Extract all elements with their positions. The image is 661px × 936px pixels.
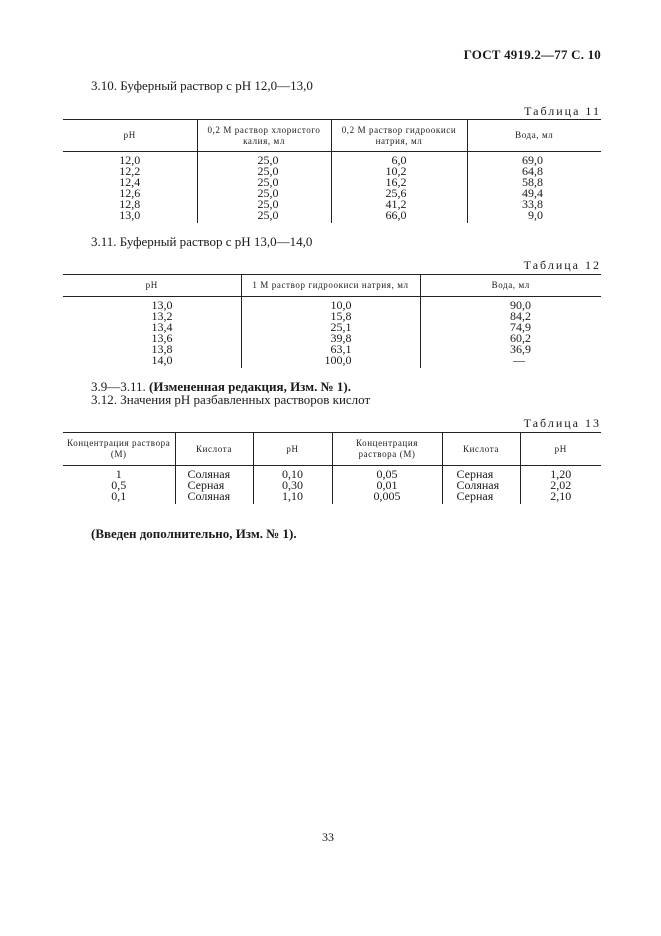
- cell: 13,0: [151, 298, 173, 312]
- cell: 6,0: [331, 152, 467, 167]
- cell: 25,0: [197, 210, 331, 223]
- cell: 10,0: [241, 297, 420, 312]
- table-11-header-kcl: 0,2 М раствор хлористого калия, мл: [197, 120, 331, 152]
- table-row: [63, 491, 601, 504]
- table-13-caption: Таблица 13: [523, 416, 601, 430]
- cell: 13,6: [151, 331, 173, 345]
- table-12-header-ph: рН: [63, 275, 241, 297]
- cell: 25,0: [197, 177, 331, 188]
- table-11-header-ph: рН: [63, 120, 197, 152]
- amendment-note-prefix: 3.9—3.11.: [91, 379, 150, 394]
- table-13-header-conc-1: Концентрация раствора (М): [63, 433, 175, 466]
- cell: 60,2: [420, 333, 601, 344]
- cell: 0,01: [332, 480, 442, 491]
- cell: 9,0: [467, 210, 601, 223]
- table-11: [63, 119, 601, 223]
- cell: 25,0: [197, 152, 331, 167]
- cell: 10,2: [331, 166, 467, 177]
- cell: 12,2: [119, 164, 141, 178]
- table-13: [63, 432, 601, 504]
- table-row: [63, 152, 601, 167]
- page-number: 33: [322, 830, 334, 844]
- cell: 0,005: [332, 491, 442, 504]
- cell: 13,2: [151, 309, 173, 323]
- cell: 13,4: [151, 320, 173, 334]
- cell: 25,0: [197, 188, 331, 199]
- table-row: [63, 188, 601, 199]
- cell: 90,0: [420, 297, 601, 312]
- cell: 36,9: [420, 344, 601, 355]
- cell: 64,8: [467, 166, 601, 177]
- footer-amendment-note: (Введен дополнительно, Изм. № 1).: [91, 526, 297, 541]
- cell: 41,2: [331, 199, 467, 210]
- cell: 0,5: [111, 478, 127, 492]
- cell: 2,02: [520, 480, 601, 491]
- cell: 25,1: [241, 322, 420, 333]
- cell: 25,6: [331, 188, 467, 199]
- table-12-header-water: Вода, мл: [420, 275, 601, 297]
- table-11-header-naoh: 0,2 М раствор гидроокиси натрия, мл: [331, 120, 467, 152]
- cell: 0,1: [111, 489, 127, 503]
- table-13-header-ph-1: рН: [253, 433, 332, 466]
- cell: 1,10: [253, 491, 332, 504]
- table-row: [63, 466, 601, 481]
- cell: 15,8: [241, 311, 420, 322]
- cell: —: [420, 355, 601, 368]
- cell: 0,05: [332, 466, 442, 481]
- cell: Серная: [442, 466, 520, 481]
- cell: 12,0: [119, 153, 141, 167]
- table-12: [63, 274, 601, 368]
- table-row: [63, 199, 601, 210]
- cell: 100,0: [241, 355, 420, 368]
- cell: 12,4: [119, 175, 141, 189]
- cell: 12,6: [119, 186, 141, 200]
- table-row: [63, 166, 601, 177]
- section-3-12-heading: 3.12. Значения рН разбавленных растворов кислот: [91, 392, 371, 407]
- cell: 49,4: [467, 188, 601, 199]
- table-row: [63, 177, 601, 188]
- cell: 66,0: [331, 210, 467, 223]
- cell: 25,0: [197, 199, 331, 210]
- cell: 13,0: [119, 208, 141, 222]
- section-3-11-heading: 3.11. Буферный раствор с рН 13,0—14,0: [91, 234, 313, 249]
- cell: Серная: [442, 491, 520, 504]
- amendment-note-bold: (Измененная редакция, Изм. № 1).: [149, 379, 351, 394]
- cell: 74,9: [420, 322, 601, 333]
- cell: 2,10: [520, 491, 601, 504]
- document-header: ГОСТ 4919.2—77 С. 10: [463, 47, 601, 62]
- section-3-10-heading: 3.10. Буферный раствор с рН 12,0—13,0: [91, 78, 313, 93]
- table-11-caption: Таблица 11: [524, 104, 601, 118]
- cell: Серная: [175, 480, 253, 491]
- cell: 25,0: [197, 166, 331, 177]
- cell: 84,2: [420, 311, 601, 322]
- table-13-header-conc-2: Концентрация раствора (М): [332, 433, 442, 466]
- cell: Соляная: [175, 466, 253, 481]
- cell: 63,1: [241, 344, 420, 355]
- table-13-header-acid-1: Кислота: [175, 433, 253, 466]
- cell: 12,8: [119, 197, 141, 211]
- table-row: [63, 480, 601, 491]
- cell: 14,0: [151, 353, 173, 367]
- cell: 58,8: [467, 177, 601, 188]
- table-12-caption: Таблица 12: [523, 258, 601, 272]
- table-12-header-naoh: 1 М раствор гидроокиси натрия, мл: [241, 275, 420, 297]
- cell: 0,10: [253, 466, 332, 481]
- table-13-header-ph-2: рН: [520, 433, 601, 466]
- cell: 0,30: [253, 480, 332, 491]
- cell: 13,8: [151, 342, 173, 356]
- table-13-header-acid-2: Кислота: [442, 433, 520, 466]
- table-row: [63, 210, 601, 223]
- cell: 1,20: [520, 466, 601, 481]
- cell: 33,8: [467, 199, 601, 210]
- cell: 1: [115, 467, 122, 481]
- cell: Соляная: [175, 491, 253, 504]
- cell: 69,0: [467, 152, 601, 167]
- cell: 39,8: [241, 333, 420, 344]
- table-row: [63, 355, 601, 368]
- cell: 16,2: [331, 177, 467, 188]
- table-11-header-water: Вода, мл: [467, 120, 601, 152]
- cell: Соляная: [442, 480, 520, 491]
